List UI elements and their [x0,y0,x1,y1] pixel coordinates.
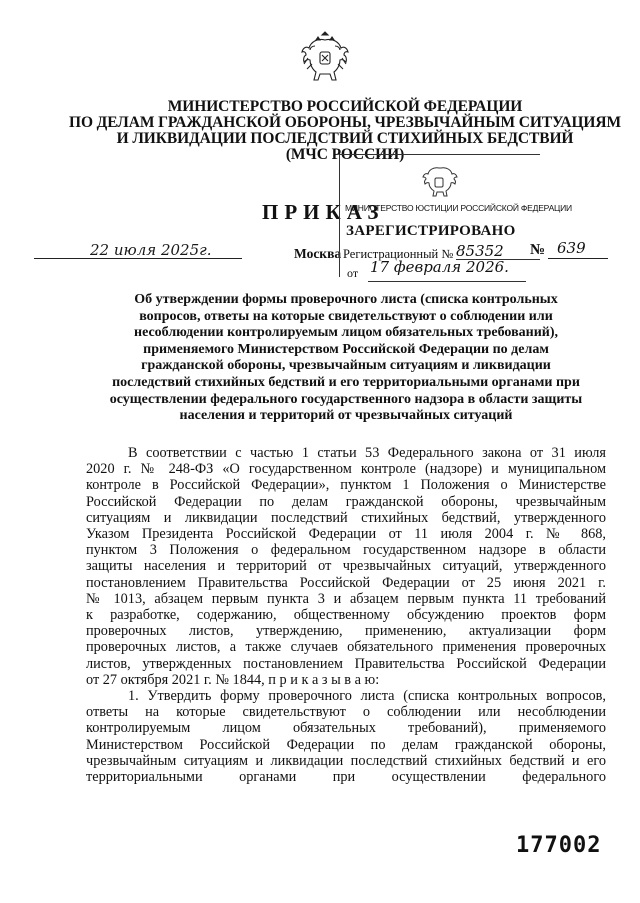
body-line: контроле в Российской Федерации», пунктом 1 Положения о Министерстве [86,477,606,494]
document-city: Москва [294,246,342,261]
title-line: осуществлении федерального государственного надзора в области защиты [109,391,583,407]
stamp-registered: ЗАРЕГИСТРИРОВАНО [346,223,516,239]
body-line: от 27 октября 2021 г. № 1844, п р и к а з ы в а ю: [86,671,380,688]
body-line: пунктом 3 Положения о федеральном государственном надзоре в области [86,542,606,559]
title-line: населения и территорий от чрезвычайных ситуаций [179,408,513,424]
body-line: ответы на которые свидетельствуют о соблюдении или несоблюдении [86,704,606,721]
body-line: 1. Утвердить форму проверочного листа (списка контрольных вопросов, [128,688,606,705]
body-line: В соответствии с частью 1 статьи 53 Федерального закона от 31 июля [128,445,606,461]
stamp-emblem-icon [420,165,458,199]
stamp-from-label: от [347,266,359,280]
coat-of-arms-emblem [298,28,352,86]
body-line: постановлением Правительства Российской Федерации от 25 июня 2021 г. [86,574,606,591]
document-type: ПРИКАЗ [262,200,385,224]
body-line: листов, утвержденных постановлением Правительства Российской Федерации [86,655,606,672]
number-underline [548,258,608,259]
body-line: чрезвычайным ситуациям и ликвидации последствий стихийных бедствий и его [86,752,606,769]
document-date: 22 июля 2025г. [90,241,212,259]
document-serial-number: 177002 [516,833,602,858]
body-line: проверочных листов, а также случаев обязательного применения проверочных [86,639,606,656]
ministry-line: (МЧС РОССИИ) [285,146,405,163]
document-title [70,292,622,425]
body-line: территориальными органами при осуществлении федерального [86,769,606,786]
stamp-reg-number: 85352 [456,242,504,260]
body-line: контролируемым лицом обязательных требований), применяемого [86,720,606,737]
ministry-line: И ЛИКВИДАЦИИ ПОСЛЕДСТВИЙ СТИХИЙНЫХ БЕДСТВИЙ [116,130,574,147]
document-number-label: № [530,242,546,258]
body-line: № 1013, абзацем первым пункта 3 и абзацем первым пункта 11 требований [86,590,606,607]
title-line: применяемого Министерством Российской Федерации по делам [143,341,549,357]
title-line: гражданской обороны, чрезвычайным ситуациям и ликвидации [141,358,551,374]
ministry-line: МИНИСТЕРСТВО РОССИЙСКОЙ ФЕДЕРАЦИИ [167,98,523,115]
ministry-line: ПО ДЕЛАМ ГРАЖДАНСКОЙ ОБОРОНЫ, ЧРЕЗВЫЧАЙНЫМ СИТУАЦИЯМ [68,114,621,131]
title-line: вопросов, ответы на которые свидетельствуют о соблюдении или [139,308,553,324]
body-line: Указом Президента Российской Федерации от 11 июля 2004 г. № 868, [86,526,606,543]
document-body [86,445,606,785]
body-line: защиты населения и территорий от чрезвычайных ситуаций, утвержденного [86,558,606,575]
body-line: 2020 г. № 248-ФЗ «О государственном контроле (надзоре) и муниципальном [86,461,606,478]
stamp-from-date: 17 февраля 2026. [370,258,509,276]
body-line: к разработке, содержанию, общественному обсуждению проектов форм [86,607,606,624]
title-line: Об утверждении формы проверочного листа (списка контрольных [134,292,558,307]
stamp-date-underline [368,281,526,282]
body-line: проверочных листов, утверждению, применению, актуализации форм [86,623,606,640]
stamp-department: МИНИСТЕРСТВО ЮСТИЦИИ РОССИЙСКОЙ ФЕДЕРАЦИИ [345,203,572,213]
title-line: последствий стихийных бедствий и его территориальными органами при [112,374,580,390]
title-line: несоблюдении контролируемым лицом обязательных требований), [134,325,558,341]
body-line: Российской Федерации по делам гражданской обороны, чрезвычайным [86,493,606,510]
body-line: Министерством Российской Федерации по делам гражданской обороны, [86,736,606,753]
stamp-reg-number-label: Регистрационный № [343,247,454,261]
document-number: 639 [557,239,586,257]
date-underline [34,258,242,259]
body-line: ситуациям и ликвидации последствий стихийных бедствий, утвержденного [86,509,606,526]
